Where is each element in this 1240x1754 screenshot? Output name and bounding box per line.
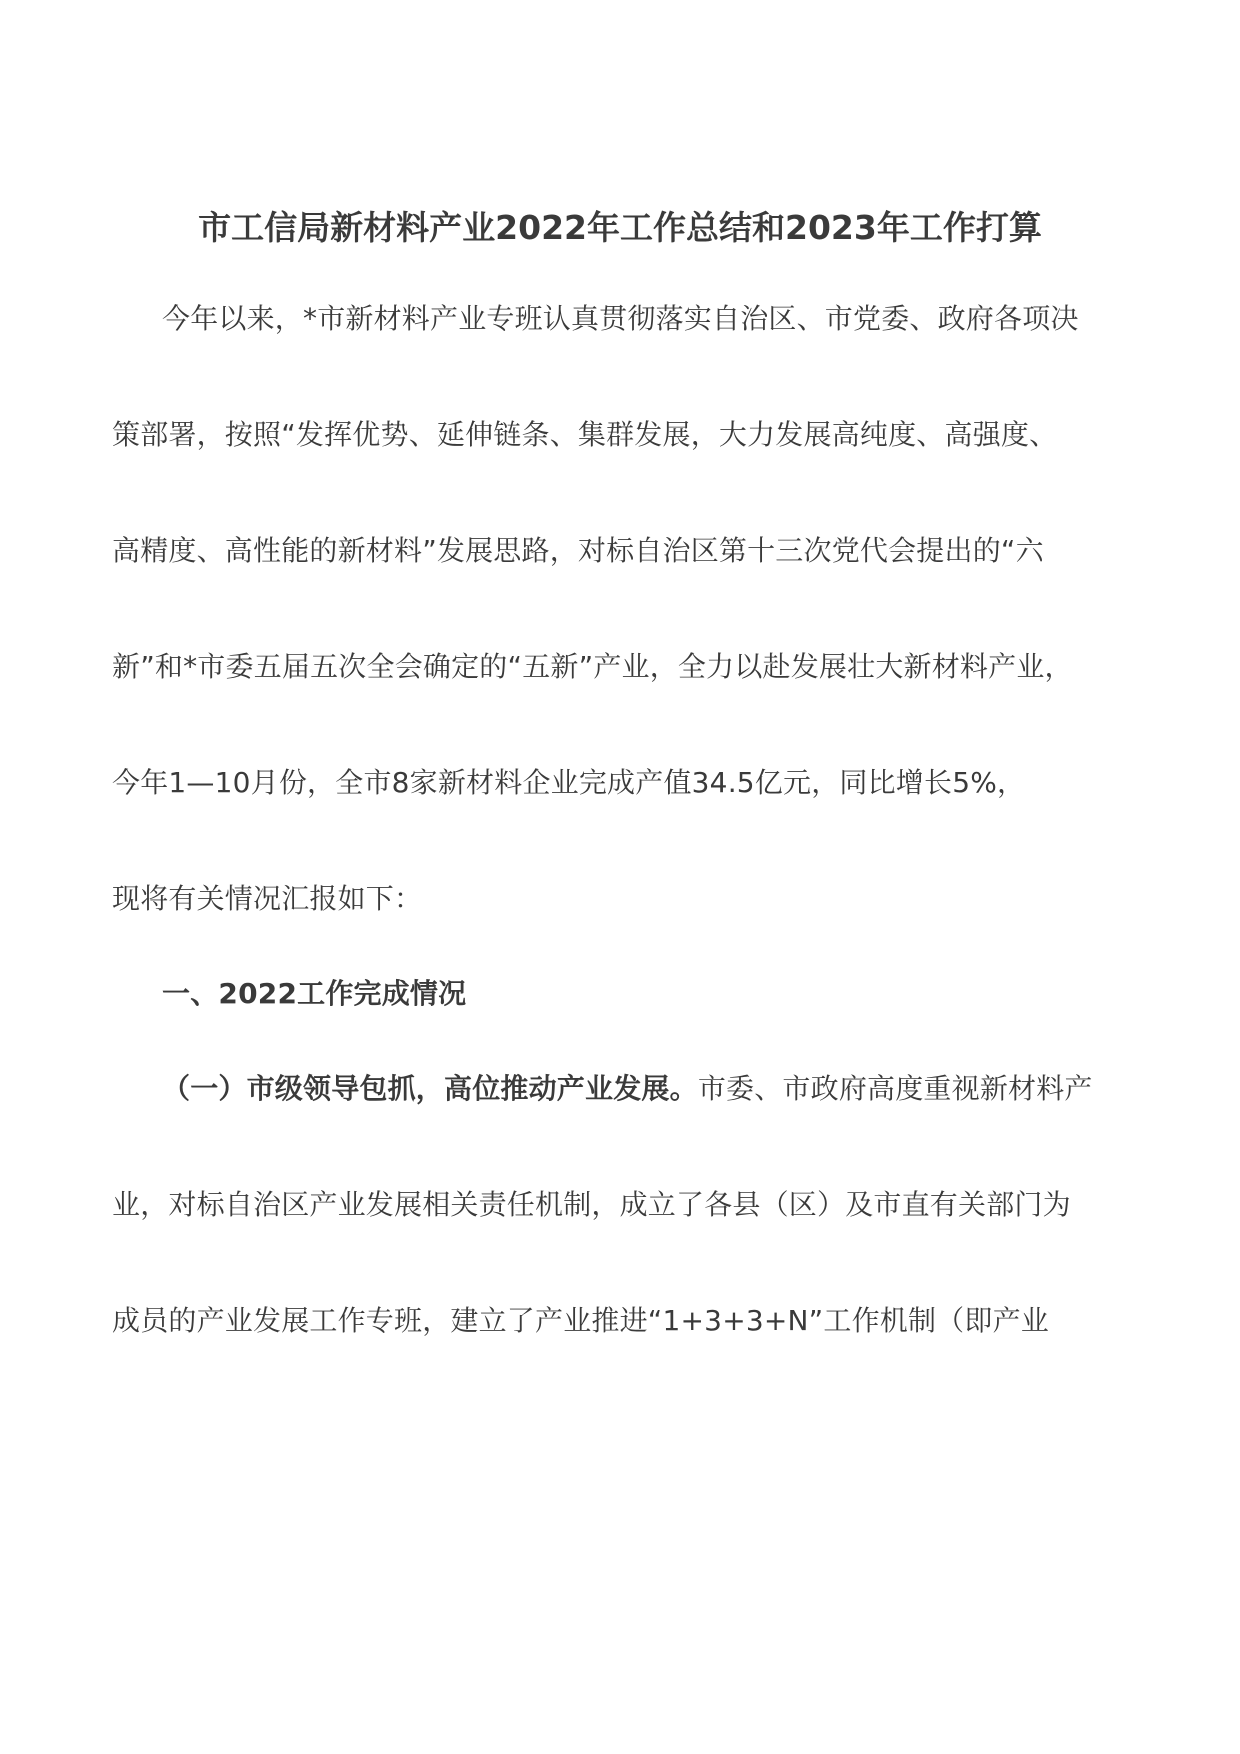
paragraph-line: 新”和*市委五届五次全会确定的“五新”产业，全力以赴发展壮大新材料产业， <box>112 650 1073 683</box>
paragraph-line: 今年1—10月份，全市8家新材料企业完成产值34.5亿元，同比增长5%， <box>112 766 1026 799</box>
document-title: 市工信局新材料产业2022年工作总结和2023年工作打算 <box>198 208 1042 247</box>
paragraph-line: 成员的产业发展工作专班，建立了产业推进“1+3+3+N”工作机制（即产业 <box>112 1304 1049 1337</box>
paragraph-line: 今年以来，*市新材料产业专班认真贯彻落实自治区、市党委、政府各项决 <box>162 302 1079 335</box>
subsection-first-line-text: 市委、市政府高度重视新材料产 <box>697 1072 1093 1105</box>
section-heading: 一、2022工作完成情况 <box>162 977 467 1010</box>
subsection-lead: （一）市级领导包抓，高位推动产业发展。 <box>162 1072 698 1105</box>
paragraph-line: 现将有关情况汇报如下： <box>112 882 423 915</box>
paragraph-line: 高精度、高性能的新材料”发展思路，对标自治区第十三次党代会提出的“六 <box>112 534 1044 567</box>
paragraph-line: 策部署，按照“发挥优势、延伸链条、集群发展，大力发展高纯度、高强度、 <box>112 418 1058 451</box>
subsection-first-line <box>162 1067 1093 1107</box>
paragraph-line: 业，对标自治区产业发展相关责任机制，成立了各县（区）及市直有关部门为 <box>112 1188 1071 1221</box>
